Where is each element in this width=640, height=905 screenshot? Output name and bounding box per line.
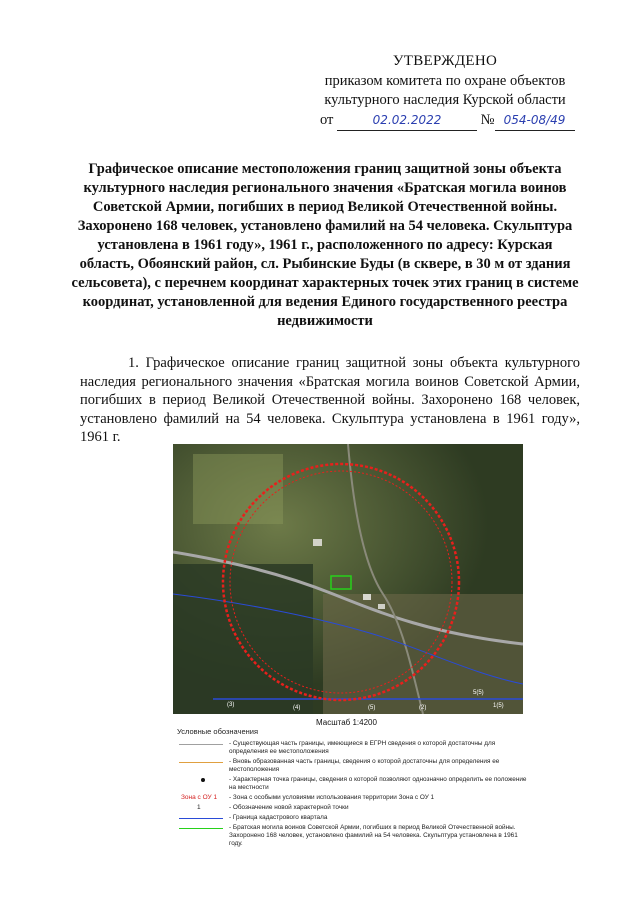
orange-line-icon	[179, 762, 223, 763]
forest-area	[173, 564, 313, 714]
satellite-map	[173, 444, 523, 714]
legend-item	[177, 740, 527, 756]
order-number: 054-08/49	[495, 111, 575, 131]
legend-text: - Вновь образованная часть границы, сведения о которой достаточны для определения ее местоположения	[229, 758, 500, 773]
order-line	[300, 111, 590, 131]
legend-text: - Граница кадастрового квартала	[229, 814, 328, 821]
point-label: (5)	[368, 705, 376, 711]
legend-symbol	[177, 776, 225, 784]
legend-text: - Характерная точка границы, сведения о которой позволяют однозначно определить ее положение на местности	[229, 776, 527, 791]
legend-item	[177, 804, 527, 812]
legend-item	[177, 776, 527, 792]
section-1-paragraph: 1. Графическое описание границ защитной зоны объекта культурного наследия регионального значения «Братская могила воинов Советской Армии, погибших в период Великой Отечественной войны. Захоронено 168 человек, установлено фамилий на 54 человека. Скульптура установлена в 1961 году», 1961 г.	[80, 355, 580, 445]
legend-text: - Существующая часть границы, имеющиеся в ЕГРН сведения о которой достаточны для определения ее местоположения	[229, 740, 496, 755]
legend-item	[177, 758, 527, 774]
legend-symbol	[177, 814, 225, 822]
green-line-icon	[179, 828, 223, 829]
point-label: 1(5)	[493, 703, 504, 709]
legend-symbol	[177, 740, 225, 748]
building	[378, 604, 385, 609]
legend-symbol	[177, 758, 225, 766]
order-date: 02.02.2022	[337, 111, 477, 131]
approval-line-1: приказом комитета по охране объектов	[324, 73, 566, 89]
approval-block	[300, 52, 590, 131]
zone-label: Зона с ОУ 1	[181, 794, 218, 801]
date-prefix: от	[320, 112, 334, 128]
meadow-area	[193, 454, 283, 524]
legend-text: - Обозначение новой характерной точки	[229, 804, 349, 811]
legend-text: - Зона с особыми условиями использования территории Зона с ОУ 1	[229, 794, 435, 801]
blue-line-icon	[179, 818, 223, 819]
map-scale: Масштаб 1:4200	[316, 718, 377, 727]
legend-item	[177, 824, 527, 848]
point-label: (4)	[293, 705, 301, 711]
legend-text: - Братская могила воинов Советской Армии, погибших в период Великой Отечественной войны. Захоронено 168 человек, установлено фамилий на 54 человека. Скульптура установлена в 1961 году.	[229, 824, 518, 847]
legend-item	[177, 794, 527, 802]
approval-heading: УТВЕРЖДЕНО	[392, 53, 498, 69]
point-label: 5(5)	[473, 690, 484, 696]
building	[313, 539, 322, 546]
legend-symbol	[177, 794, 225, 802]
map-svg	[173, 444, 523, 714]
point-dot-icon	[201, 778, 205, 782]
map-legend	[177, 728, 527, 850]
building	[363, 594, 371, 600]
legend-symbol	[177, 804, 225, 812]
legend-title: Условные обозначения	[177, 727, 259, 736]
fields-area	[323, 594, 523, 714]
legend-symbol	[177, 824, 225, 832]
number-prefix: №	[480, 112, 495, 128]
gray-line-icon	[179, 744, 223, 745]
point-number-label: 1	[197, 804, 201, 811]
legend-item	[177, 814, 527, 822]
document-title: Графическое описание местоположения границ защитной зоны объекта культурного наследия регионального значения «Братская могила воинов Советской Армии, погибших в период Великой Отечественной войны. Захоронено 168 человек, установлено фамилий на 54 человека. Скульптура установлена в 1961 году», 1961 г., расположенного по адресу: Курская область, Обоянский район, сл. Рыбинские Буды (в сквере, в 30 м от здания сельсовета), с перечнем координат характерных точек этих границ в системе координат, установленной для ведения Единого государственного реестра недвижимости	[71, 161, 579, 329]
approval-line-2: культурного наследия Курской области	[324, 92, 566, 108]
point-label: (3)	[227, 702, 235, 708]
point-label: (2)	[419, 705, 427, 711]
